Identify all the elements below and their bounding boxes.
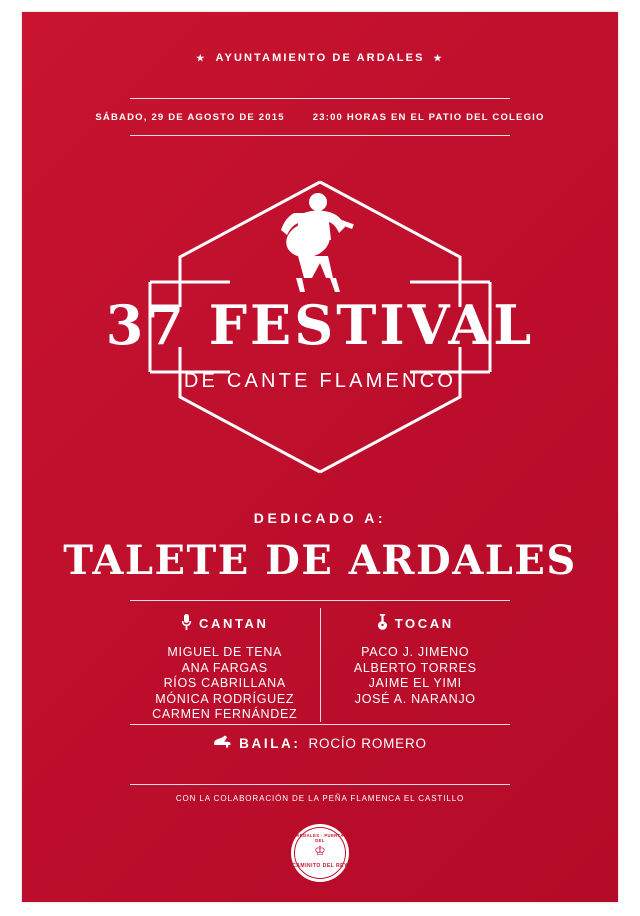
seal-top-text: ARDALES · PUERTA DEL bbox=[296, 833, 344, 843]
tocan-heading bbox=[321, 614, 511, 633]
event-info-bar bbox=[95, 98, 545, 136]
event-time-place: 23:00 HORAS EN EL PATIO DEL COLEGIO bbox=[312, 111, 545, 123]
list-item: JAIME EL YIMI bbox=[368, 676, 462, 690]
guitar-icon bbox=[377, 614, 388, 633]
seal-bottom-text: CAMINITO DEL REY bbox=[292, 863, 348, 869]
performers-columns bbox=[130, 608, 510, 722]
divider-top bbox=[130, 600, 510, 601]
list-item: JOSÉ A. NARANJO bbox=[354, 691, 476, 706]
flamenco-shoe-icon bbox=[213, 735, 231, 751]
festival-title: 37 FESTIVAL bbox=[105, 293, 535, 357]
list-item: RÍOS CABRILLANA bbox=[163, 676, 286, 690]
list-item: CARMEN FERNÁNDEZ bbox=[152, 707, 298, 721]
guitarist-icon bbox=[22, 190, 618, 300]
list-item: ANA FARGAS bbox=[181, 660, 268, 675]
list-item: MIGUEL DE TENA bbox=[167, 645, 283, 659]
column-cantan bbox=[130, 608, 320, 722]
star-left-icon: ★ bbox=[196, 52, 207, 63]
baila-section bbox=[22, 735, 618, 751]
festival-poster bbox=[22, 12, 618, 902]
cantan-artists bbox=[130, 645, 320, 723]
organizer-label: AYUNTAMIENTO DE ARDALES bbox=[215, 52, 425, 64]
page-margin-right bbox=[618, 0, 640, 916]
seal bbox=[22, 824, 618, 887]
collaboration-note: CON LA COLABORACIÓN DE LA PEÑA FLAMENCA EL CASTILLO bbox=[175, 794, 465, 803]
seal-badge bbox=[291, 824, 349, 882]
divider-bottom bbox=[130, 784, 510, 785]
tocan-label: TOCAN bbox=[394, 616, 454, 631]
festival-subtitle: DE CANTE FLAMENCO bbox=[183, 370, 457, 392]
column-tocan bbox=[321, 608, 511, 722]
list-item: ALBERTO TORRES bbox=[353, 660, 477, 675]
list-item: MÓNICA RODRÍGUEZ bbox=[155, 691, 295, 706]
divider-middle bbox=[130, 724, 510, 725]
crown-icon: ♔ bbox=[314, 843, 326, 858]
star-right-icon: ★ bbox=[433, 52, 444, 63]
dedication-label: DEDICADO A: bbox=[253, 510, 387, 526]
list-item: PACO J. JIMENO bbox=[361, 645, 470, 659]
tocan-artists bbox=[321, 645, 511, 707]
microphone-icon bbox=[181, 614, 192, 633]
cantan-label: CANTAN bbox=[198, 616, 269, 631]
event-date: SÁBADO, 29 DE AGOSTO DE 2015 bbox=[95, 111, 285, 123]
honoree-name: TALETE DE ARDALES bbox=[63, 537, 577, 584]
page-margin-left bbox=[0, 0, 22, 916]
poster-header bbox=[22, 52, 618, 64]
cantan-heading bbox=[130, 614, 320, 633]
baila-label: BAILA: bbox=[239, 735, 301, 751]
baila-artist: ROCÍO ROMERO bbox=[308, 735, 427, 751]
